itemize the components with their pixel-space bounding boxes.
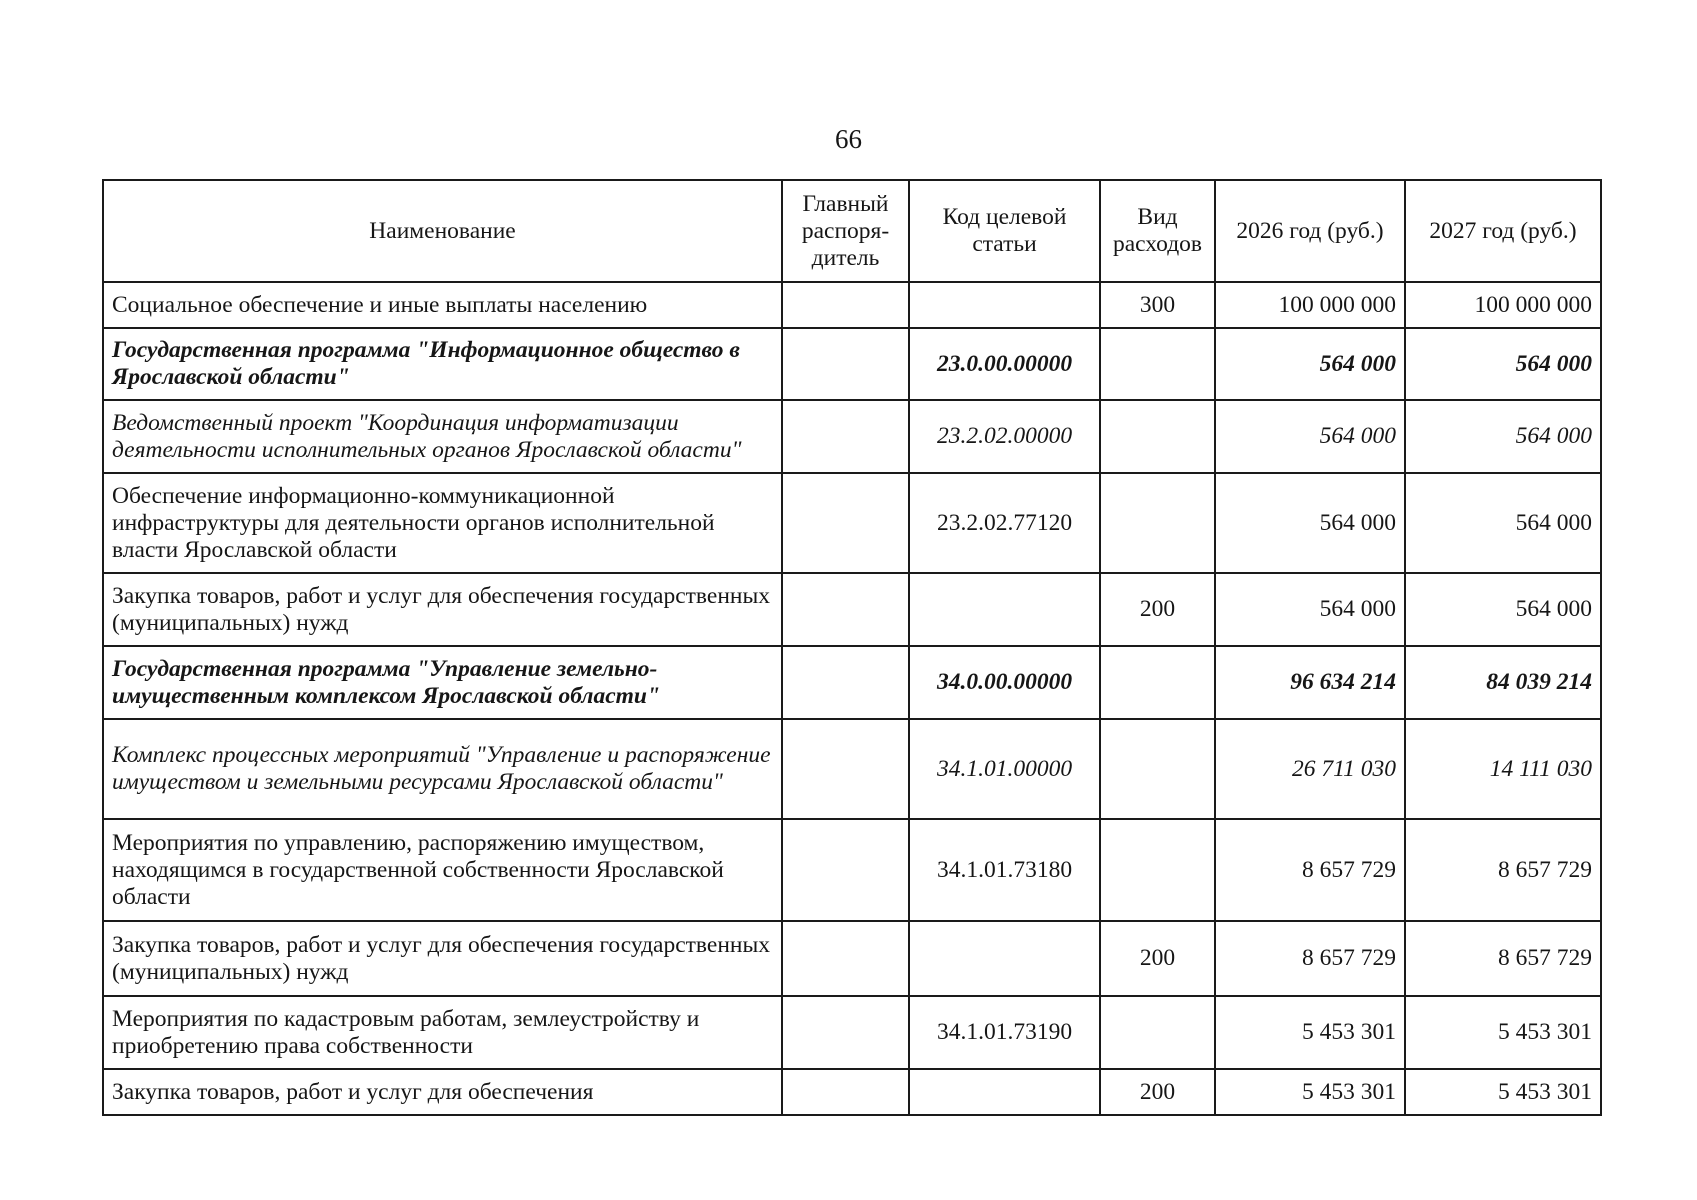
row-code: 34.0.00.00000: [909, 646, 1100, 719]
row-2026: 8 657 729: [1215, 921, 1405, 996]
row-name: Закупка товаров, работ и услуг для обеспечения государственных (муниципальных) нужд: [103, 573, 782, 646]
row-kind: 200: [1100, 573, 1215, 646]
row-code: [909, 573, 1100, 646]
row-2026: 100 000 000: [1215, 282, 1405, 328]
row-name: Комплекс процессных мероприятий "Управление и распоряжение имуществом и земельными ресурсами Ярославской области": [103, 719, 782, 819]
row-2027: 84 039 214: [1405, 646, 1601, 719]
row-name: Социальное обеспечение и иные выплаты населению: [103, 282, 782, 328]
header-manager: Главный распоря-дитель: [782, 180, 909, 282]
row-name: Государственная программа "Информационное общество в Ярославской области": [103, 328, 782, 400]
row-2027: 100 000 000: [1405, 282, 1601, 328]
row-2026: 8 657 729: [1215, 819, 1405, 921]
row-manager: [782, 819, 909, 921]
table-row: [103, 921, 1601, 996]
row-code: [909, 1069, 1100, 1115]
row-manager: [782, 719, 909, 819]
row-2027: 8 657 729: [1405, 819, 1601, 921]
row-kind: [1100, 400, 1215, 473]
row-name: Государственная программа "Управление земельно-имущественным комплексом Ярославской области": [103, 646, 782, 719]
row-code: 23.0.00.00000: [909, 328, 1100, 400]
page-number: 66: [835, 124, 862, 154]
header-name: Наименование: [103, 180, 782, 282]
row-kind: [1100, 996, 1215, 1069]
row-name: Ведомственный проект "Координация информатизации деятельности исполнительных органов Ярославской области": [103, 400, 782, 473]
row-2026: 564 000: [1215, 328, 1405, 400]
row-2026: 564 000: [1215, 573, 1405, 646]
row-name: Мероприятия по кадастровым работам, землеустройству и приобретению права собственности: [103, 996, 782, 1069]
row-kind: [1100, 328, 1215, 400]
row-code: [909, 282, 1100, 328]
table-row: [103, 573, 1601, 646]
table-row: [103, 996, 1601, 1069]
table-row: [103, 819, 1601, 921]
row-kind: [1100, 646, 1215, 719]
row-2026: 564 000: [1215, 473, 1405, 573]
row-2027: 5 453 301: [1405, 1069, 1601, 1115]
row-name: Обеспечение информационно-коммуникационной инфраструктуры для деятельности органов исполнительной власти Ярославской области: [103, 473, 782, 573]
row-manager: [782, 646, 909, 719]
table-header-row: [103, 180, 1601, 282]
header-2027: 2027 год (руб.): [1405, 180, 1601, 282]
row-manager: [782, 282, 909, 328]
row-code: [909, 921, 1100, 996]
row-kind: [1100, 819, 1215, 921]
row-code: 23.2.02.00000: [909, 400, 1100, 473]
row-kind: 200: [1100, 1069, 1215, 1115]
table-row: [103, 282, 1601, 328]
row-manager: [782, 1069, 909, 1115]
row-2026: 5 453 301: [1215, 1069, 1405, 1115]
row-2026: 5 453 301: [1215, 996, 1405, 1069]
row-code: 34.1.01.73190: [909, 996, 1100, 1069]
row-2027: 564 000: [1405, 573, 1601, 646]
row-2026: 26 711 030: [1215, 719, 1405, 819]
row-manager: [782, 996, 909, 1069]
row-name: Закупка товаров, работ и услуг для обеспечения: [103, 1069, 782, 1115]
row-code: 34.1.01.73180: [909, 819, 1100, 921]
table-row: [103, 719, 1601, 819]
row-manager: [782, 921, 909, 996]
row-manager: [782, 473, 909, 573]
table-row: [103, 1069, 1601, 1115]
row-name: Мероприятия по управлению, распоряжению имуществом, находящимся в государственной собственности Ярославской области: [103, 819, 782, 921]
row-kind: [1100, 473, 1215, 573]
table-row: [103, 473, 1601, 573]
row-2027: 8 657 729: [1405, 921, 1601, 996]
row-code: 34.1.01.00000: [909, 719, 1100, 819]
header-code: Код целевой статьи: [909, 180, 1100, 282]
row-2026: 96 634 214: [1215, 646, 1405, 719]
budget-table: [102, 179, 1602, 1116]
row-kind: 200: [1100, 921, 1215, 996]
header-2026: 2026 год (руб.): [1215, 180, 1405, 282]
row-kind: 300: [1100, 282, 1215, 328]
row-2027: 564 000: [1405, 328, 1601, 400]
row-code: 23.2.02.77120: [909, 473, 1100, 573]
row-manager: [782, 400, 909, 473]
row-2027: 564 000: [1405, 400, 1601, 473]
row-manager: [782, 328, 909, 400]
row-kind: [1100, 719, 1215, 819]
row-2027: 564 000: [1405, 473, 1601, 573]
row-name: Закупка товаров, работ и услуг для обеспечения государственных (муниципальных) нужд: [103, 921, 782, 996]
table-row: [103, 400, 1601, 473]
table-row: [103, 328, 1601, 400]
row-2026: 564 000: [1215, 400, 1405, 473]
row-manager: [782, 573, 909, 646]
table-row: [103, 646, 1601, 719]
row-2027: 5 453 301: [1405, 996, 1601, 1069]
row-2027: 14 111 030: [1405, 719, 1601, 819]
header-kind: Вид расходов: [1100, 180, 1215, 282]
